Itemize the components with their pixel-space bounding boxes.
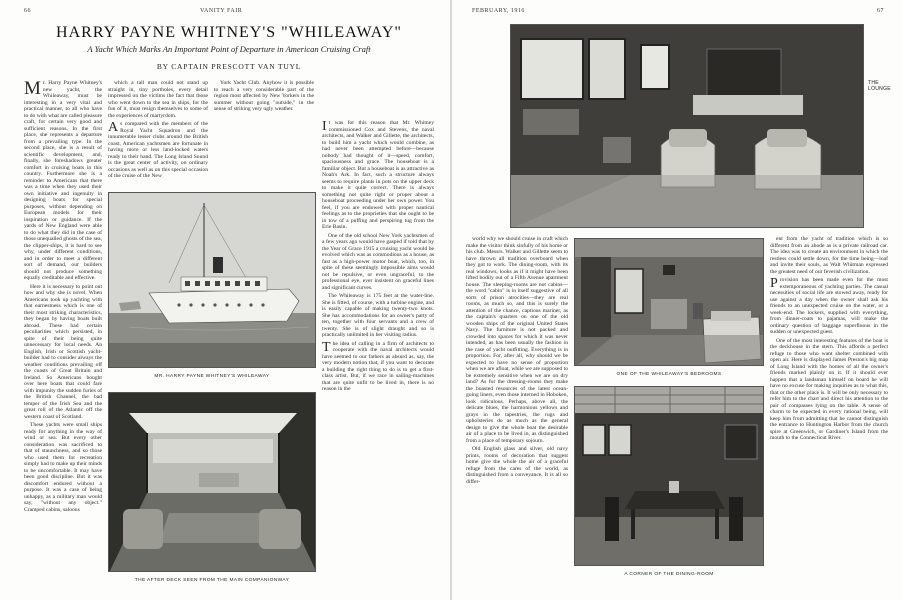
text-column-2: [108, 80, 208, 186]
yacht-caption: MR. HARRY PAYNE WHITNEY'S WHILEAWAY: [154, 374, 270, 379]
article-deck: A Yacht Which Marks An Important Point of Departure in American Cruising Craft: [87, 44, 371, 54]
drop-cap: P: [770, 276, 778, 291]
bedroom-illustration: [575, 239, 764, 366]
paragraph: The idea of calling in a firm of architects to cooperate with the naval architects would have seemed to our fathers as absurd as, say, the very modern notion that, if you want to decorate a building the right thing to do is to get a first-class artist. But, if we race in sailing-machines that are quite unfit to be lived in, there is no reason in the: [322, 339, 434, 392]
page-number-left: 66: [24, 8, 31, 14]
drop-cap: T: [322, 339, 331, 355]
paragraph: One of the old school New York yachtsmen of a few years ago would have gasped if told that by the Year of Grace 1915 a cruising yacht would be evolved which was as commodious as a house, as fast as a high-power motor boat, which, too, in spite of these seemingly impossible aims would not be repulsive, or even ungraceful, to the professional eye, ever insistent on graceful lines and significant curves.: [322, 232, 434, 291]
paragraph: Here it is necessary to point out how and why she is novel. When Americans took up yachting with that earnestness which is one of their most striking characteristics, they began by having boats built abroad. These had certain peculiarities which persisted, in spite of their being quite unnecessary for local needs. An English, Irish or Scottish yacht-builder had to consider always the weather conditions prevailing off the coasts of Great Britain and Ireland. So Americans bought over here boats that could fare with impunity the sudden furies of the British Channel, the bad temper of the Irish Sea and the great roll of the Atlantic off the western coast of Scotland.: [24, 283, 102, 420]
yacht-photo: [108, 192, 316, 368]
article-title: HARRY PAYNE WHITNEY'S "WHILEAWAY": [56, 24, 402, 41]
paragraph: ent from the yacht of tradition which is so different from an abode as is a private railroad car. The idea was to create an environment in which the restless could settle down, for the time being—loaf and invite their souls, as Walt Whitman expressed the greatest need of our feverish civilization.: [770, 236, 888, 275]
dining-photo: [574, 386, 764, 566]
drop-cap: I: [322, 120, 327, 134]
paragraph: One of the most interesting features of the boat is the deckhouse in the stern. This affords a perfect refuge to those who want shelter combined with open air. Here is displayed James Preston's big map of Long Island with the homes of all the owner's friends marked plainly on it. If it should ever happen that a landsman himself on board he will have no excuse for making inquiries as to what this, that or the other place is. It will be only necessary to refer him to the chart and direct his attention to the pair of compasses lying on the table. A sense of charm to be expected in every rational being, will keep him from admitting that he cannot distinguish the entrance to Huntington Harbor from the church spire at Greenwich, or Gardiner's Island from the mouth to the Connecticut River.: [770, 337, 888, 441]
paragraph: which a tall man could not stand up straight in, tiny portholes, every detail impressed on the victims the fact that those who went down to the sea in ships, for the fun of it, must resign themselves to some of the experiences of martyrdom.: [108, 80, 208, 119]
after-deck-caption: THE AFTER DECK SEEN FROM THE MAIN COMPANIONWAY: [134, 578, 290, 583]
paragraph: These yachts were small ships ready for anything in the way of wind or sea. But every other consideration was sacrificed to that of staunchness, and so those who used them for recreation simply had to make up their minds to be uncomfortable. It may have been good discipline. But it was discomfort endured without a purpose. It was a case of being unhappy, as a military man would say, "without any object." Cramped cabins, saloons: [24, 422, 102, 513]
dining-caption: A CORNER OF THE DINING-ROOM: [624, 572, 714, 577]
bedroom-photo: [574, 238, 764, 366]
lounge-photo: [510, 24, 864, 228]
article-byline: BY CAPTAIN PRESCOTT VAN TUYL: [156, 62, 302, 71]
paragraph: The Whileaway is 175 feet at the water-line. She is fitted, of course, with a turbine engine, and is easily capable of making twenty-two knots. She has accommodations for an owner's party of ten, together with four servants and a crew of twenty. She is of slight draught and so is practically unlimited in her visiting radius.: [322, 293, 434, 338]
left-page: [0, 0, 450, 600]
paragraph: Old English glass and silver, old navy prints, rooms of decoration that suggest home give the whole the air of a graceful refuge from the cares of the world, as distinguished from a conveyance. It is all so differ-: [466, 446, 568, 485]
paragraph: It was for this reason that Mr. Whitney commissioned Cox and Stevens, the naval architects, and Walker and Gillette, the architects, to build him a yacht which would combine, as had never been attempted before—because nobody had thought of it—speed, comfort, spaciousness and grace. The houseboat is a familiar object. But a houseboat is as attractive as Noah's Ark. In fact, such a structure always seems to require plants in pots on the upper deck to make it quite correct. There is always something not quite right or proper about a houseboat proceeding under her own power. You feel, if you are endowed with proper nautical feelings as to the proprieties that she ought to be in tow of a puffing and perspiring tug from the Erie Basin.: [322, 120, 434, 230]
after-deck-illustration: [109, 393, 316, 572]
text-column-3-continued: [322, 120, 434, 592]
right-page: [452, 0, 902, 600]
text-column-3: [214, 80, 314, 186]
paragraph: Mr. Harry Payne Whitney's new yacht, the Whileaway, must be interesting in a very vital and practical manner, to all who have to do with what are called pleasure craft, for certain very good and sufficient reasons. In the first place, she represents a departure from a prevailing type. In the second place, she is a result of scientific development, and, finally, she foreshadows greater comfort in cruising boats in this country. Furthermore she is a reminder to Americans that there was a time when they used their own initiative and ingenuity in designing boats for special purposes, without depending on European models for their inspiration or guidance. If the yards of New England were able to do what they did in the case of those unequalled ghosts of the sea, the clipper-ships, it is hard to see why, under different conditions, and in order to meet a different sort of demand, our builders should not produce something equally creditable and effective.: [24, 80, 102, 281]
paragraph: York Yacht Club. Anyhow it is possible to reach a very considerable part of the region most affected by New Yorkers in the summer without going "outside," in the sense of striking very ugly weather.: [214, 80, 314, 112]
page-number-right: 67: [877, 8, 884, 14]
lounge-caption: THE LOUNGE: [868, 80, 891, 92]
paragraph: Provision has been made even for the most extemporaneous of yachting parties. The casual necessities of social life are stowed away, ready for use against a day when the owner shall ask his friends to an unexpected cruise on the water, or a week-end. The lockers, supplied with everything, from dinner-coats to pajamas, will make the ordinary question of baggage superfluous in the sudden or unexpected guest.: [770, 276, 888, 335]
text-column-1: [24, 80, 102, 592]
running-head-right: FEBRUARY, 1916: [472, 8, 525, 14]
after-deck-photo: [108, 392, 316, 572]
paragraph: world why we should cruise in craft which make the visitor think sinfully of his home or his club. Messrs. Walker and Gillette seem to have thrown all tradition overboard when they got to work. The dining-room, with its real windows, looks as if it might have been lifted bodily out of a Fifth Avenue apartment house. The sleeping-rooms are not cabins—the word "cabin" is in itself suggestive of all sorts of prison atrocities—they are real rooms, as much so, and this is surely the attention of the chance, captious mariner, as the captain's quarters on one of the old wooden ships of the original United States Navy. The furniture is not packed and crowded into spaces for which it was never intended, as has been usually the fashion in the case of yacht outfitting. Everything is in proportion. For, after all, why should we be expected to have no sense of proportion when we are afloat, while we are supposed to be extremely sensitive when we are on dry land? As for the dressing-rooms they make the boasted resources of the latest ocean-going liners, even those interned in Hoboken, look ridiculous. Perhaps, above all, the delicate blues, the harmonious yellows and grays in the tapestries, the rugs and upholsteries do as much as the general design to give the whole boat the desirable air of a place to be lived in, as distinguished from a place of temporary sojourn.: [466, 236, 568, 444]
lounge-illustration: [511, 25, 864, 228]
paragraph: As compared with the members of the Royal Yacht Squadron and the innumerable lesser clubs around the British coast, American yachtsmen are fortunate in having more or less land-locked waters ready to their hand. The Long Island Sound is the great center of activity, on ordinary occasions as well as on this special occasion of the cruise of the New: [108, 120, 208, 179]
text-column-5: [770, 236, 888, 592]
text-column-4: [466, 236, 568, 592]
bedroom-caption: ONE OF THE WHILEAWAY'S BEDROOMS: [616, 372, 722, 377]
drop-cap: A: [108, 120, 119, 135]
yacht-illustration: [109, 193, 316, 368]
running-head-left: VANITY FAIR: [200, 8, 243, 14]
dining-illustration: [575, 387, 764, 566]
drop-cap: M: [24, 80, 41, 99]
